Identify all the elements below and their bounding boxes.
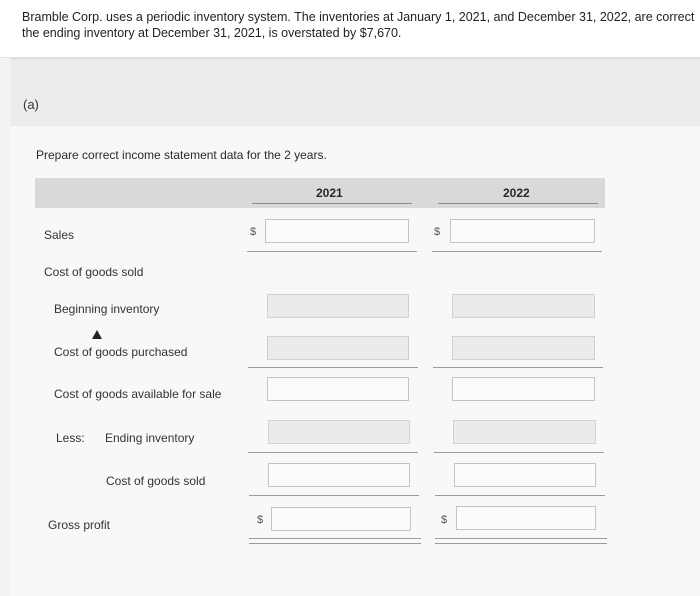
ending-inventory-2022-input[interactable]: [453, 420, 596, 444]
problem-line-1: Bramble Corp. uses a periodic inventory system. The inventories at January 1, 2021, and December 31, 2022, are correct: [22, 10, 695, 24]
column-rule-2022: [438, 203, 598, 204]
sales-underline-2021: [247, 251, 417, 252]
part-label: (a): [23, 97, 39, 112]
mouse-cursor-icon: [92, 330, 102, 339]
cogs-underline-2021: [249, 495, 419, 496]
column-header-2022: 2022: [503, 186, 530, 200]
column-header-2021: 2021: [316, 186, 343, 200]
ending-underline-2022: [434, 452, 604, 453]
ending-underline-2021: [248, 452, 418, 453]
dollar-sign: $: [441, 514, 448, 526]
gross-profit-double-rule-2022: [435, 538, 607, 544]
problem-statement: [0, 0, 700, 58]
cogs-underline-2022: [435, 495, 605, 496]
label-cogs-total: Cost of goods sold: [106, 474, 206, 488]
gross-profit-double-rule-2021: [249, 538, 421, 544]
beginning-inventory-2021-input[interactable]: [267, 294, 409, 318]
label-beginning-inventory: Beginning inventory: [54, 302, 160, 316]
available-2022-input[interactable]: [452, 377, 595, 401]
column-rule-2021: [252, 203, 412, 204]
label-sales: Sales: [44, 228, 75, 242]
purchases-underline-2022: [433, 367, 603, 368]
part-header: [10, 58, 700, 127]
purchases-underline-2021: [248, 367, 418, 368]
sales-underline-2022: [432, 251, 602, 252]
label-cost-available-for-sale: Cost of goods available for sale: [54, 387, 222, 401]
gross-profit-2021-input[interactable]: [271, 507, 411, 531]
dollar-sign: $: [250, 226, 257, 238]
dollar-sign: $: [257, 514, 264, 526]
label-ending-inventory: Ending inventory: [105, 431, 195, 445]
problem-line-2: the ending inventory at December 31, 2021, is overstated by $7,670.: [22, 26, 402, 40]
label-gross-profit: Gross profit: [48, 518, 111, 532]
sales-2022-input[interactable]: [450, 219, 595, 243]
ending-inventory-2021-input[interactable]: [268, 420, 410, 444]
problem-text: [22, 9, 700, 41]
purchases-2021-input[interactable]: [267, 336, 409, 360]
instruction-text: Prepare correct income statement data for the 2 years.: [36, 148, 327, 162]
label-cost-of-goods-purchased: Cost of goods purchased: [54, 345, 188, 359]
beginning-inventory-2022-input[interactable]: [452, 294, 595, 318]
purchases-2022-input[interactable]: [452, 336, 595, 360]
available-2021-input[interactable]: [267, 377, 409, 401]
cogs-2022-input[interactable]: [454, 463, 596, 487]
label-less: Less:: [56, 431, 85, 445]
dollar-sign: $: [434, 226, 441, 238]
gross-profit-2022-input[interactable]: [456, 506, 596, 530]
label-cogs-header: Cost of goods sold: [44, 265, 144, 279]
sales-2021-input[interactable]: [265, 219, 409, 243]
cogs-2021-input[interactable]: [268, 463, 410, 487]
